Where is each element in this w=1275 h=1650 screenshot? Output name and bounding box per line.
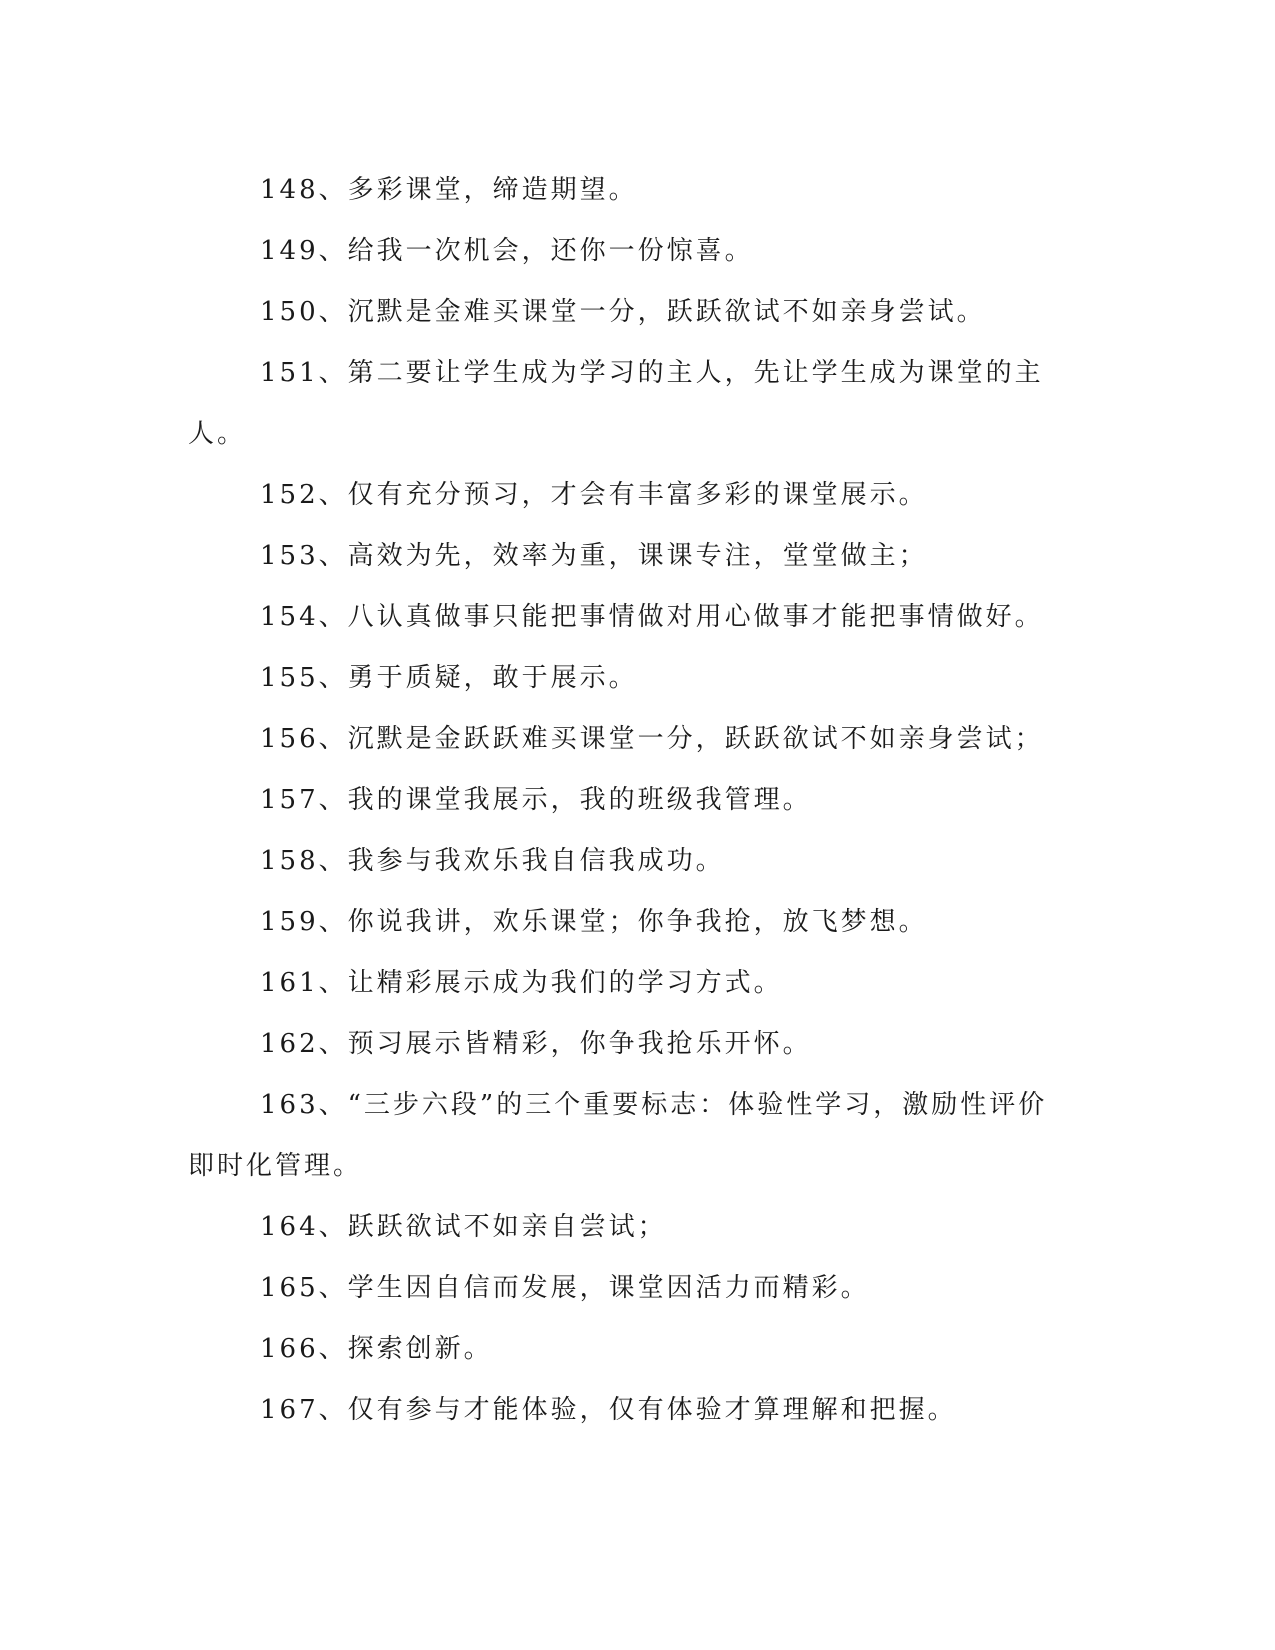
list-item: 155、勇于质疑，敢于展示。 [260,663,638,693]
slogan-list [188,160,1068,1441]
list-item: 156、沉默是金跃跃难买课堂一分，跃跃欲试不如亲身尝试； [260,724,1044,754]
list-item: 159、你说我讲，欢乐课堂；你争我抢，放飞梦想。 [260,907,928,937]
list-item: 157、我的课堂我展示，我的班级我管理。 [260,785,812,815]
list-item: 154、八认真做事只能把事情做对用心做事才能把事情做好。 [260,602,1044,632]
list-item: 150、沉默是金难买课堂一分，跃跃欲试不如亲身尝试。 [260,297,986,327]
list-item: 153、高效为先，效率为重，课课专注，堂堂做主； [260,541,928,571]
list-item: 148、多彩课堂，缔造期望。 [260,175,638,205]
list-item: 166、探索创新。 [260,1334,493,1364]
list-item: 162、预习展示皆精彩，你争我抢乐开怀。 [260,1029,812,1059]
list-item: 167、仅有参与才能体验，仅有体验才算理解和把握。 [260,1395,957,1425]
list-item: 161、让精彩展示成为我们的学习方式。 [260,968,783,998]
list-item: 152、仅有充分预习，才会有丰富多彩的课堂展示。 [260,480,928,510]
list-item: 165、学生因自信而发展，课堂因活力而精彩。 [260,1273,870,1303]
list-item: 151、第二要让学生成为学习的主人，先让学生成为课堂的主人。 [188,358,1044,449]
list-item: 164、跃跃欲试不如亲自尝试； [260,1212,667,1242]
list-item: 158、我参与我欢乐我自信我成功。 [260,846,725,876]
list-item: 163、“三步六段”的三个重要标志：体验性学习，激励性评价即时化管理。 [188,1090,1048,1181]
list-item: 149、给我一次机会，还你一份惊喜。 [260,236,754,266]
